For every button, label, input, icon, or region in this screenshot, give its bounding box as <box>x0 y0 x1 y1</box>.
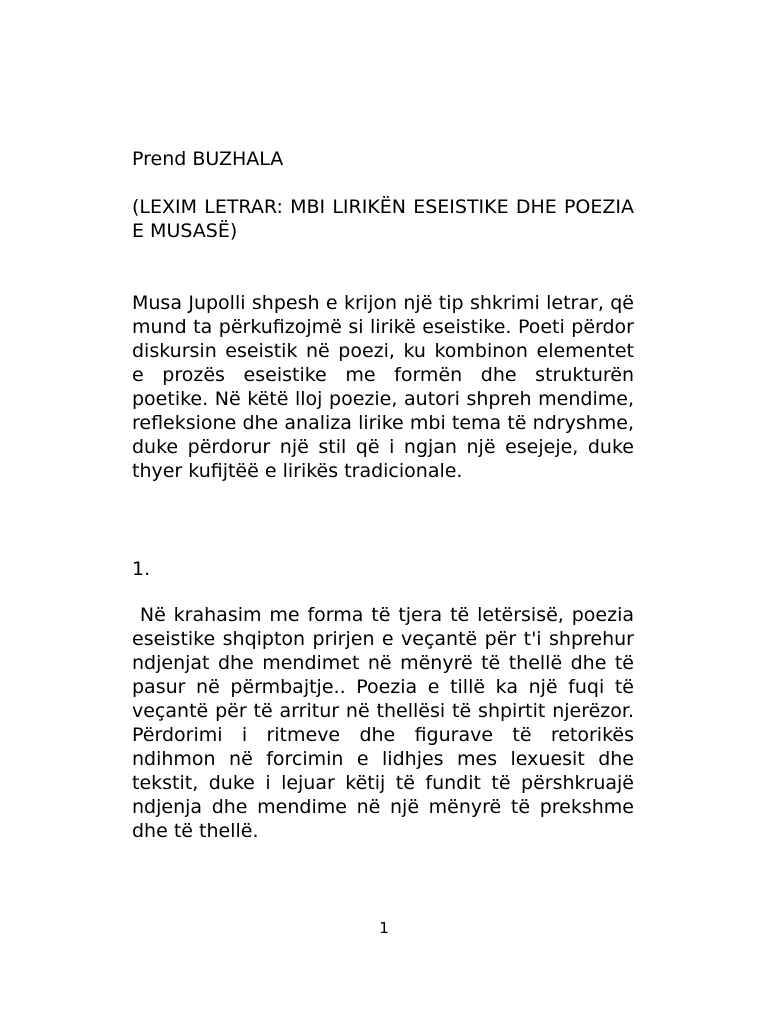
paragraph-intro: Musa Jupolli shpesh e krijon një tip shkrimi letrar, që mund ta përkufizojmë si lirikë eseistike. Poeti përdor diskursin eseistik në poezi, ku kombinon elementet e prozës eseistike me formën dhe strukturën poetike. Në këtë lloj poezie, autori shpreh mendime, refleksione dhe analiza lirike mbi tema të ndryshme, duke përdorur një stil që i ngjan një esejeje, duke thyer kufijtëë e lirikës tradicionale. <box>132 292 634 482</box>
paragraph-section-1: Në krahasim me forma të tjera të letërsisë, poezia eseistike shqipton prirjen e veçantë për t'i shprehur ndjenjat dhe mendimet në mënyrë të thellë dhe të pasur në përmbajtje.. Poezia e tillë ka një fuqi të veçantë për të arritur në thellësi të shpirtit njerëzor. Përdorimi i ritmeve dhe figurave të retorikës ndihmon në forcimin e lidhjes mes lexuesit dhe tekstit, duke i lejuar këtij të fundit të përshkruajë ndjenja dhe mendime në një mënyrë të prekshme dhe të thellë. <box>132 604 641 842</box>
page-number: 1 <box>379 919 389 937</box>
document-subtitle: (LEXIM LETRAR: MBI LIRIKËN ESEISTIKE DHE POEZIA E MUSASË) <box>132 196 634 242</box>
section-number: 1. <box>132 558 151 580</box>
author-name: Prend BUZHALA <box>132 148 284 170</box>
